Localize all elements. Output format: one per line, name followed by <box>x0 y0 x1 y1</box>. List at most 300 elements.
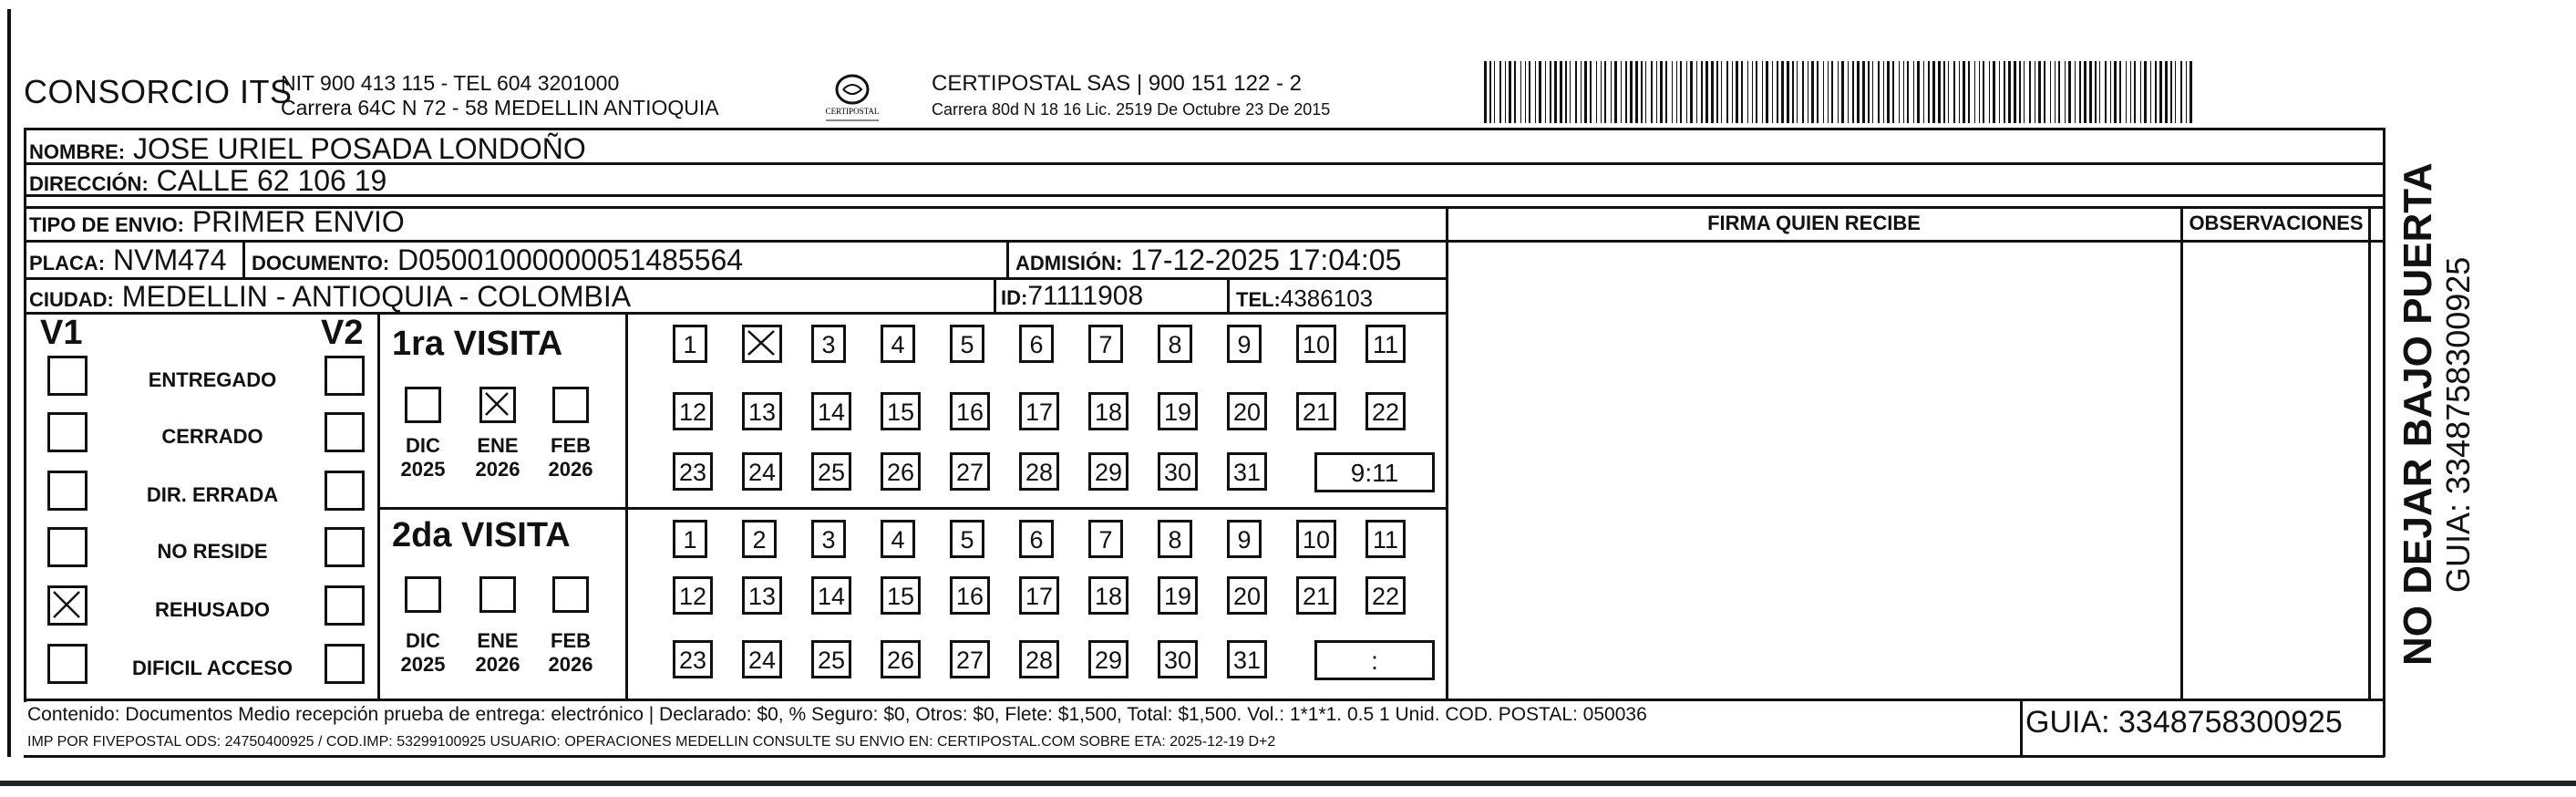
day-box[interactable]: 4 <box>881 325 915 363</box>
day-box[interactable]: 19 <box>1158 392 1198 430</box>
check-x-icon <box>745 327 779 360</box>
barcode-bar <box>2119 61 2121 123</box>
placa-field <box>29 244 227 279</box>
month-name: ENE <box>477 629 519 652</box>
barcode-bar <box>1781 61 1784 123</box>
v2-checkbox[interactable] <box>325 412 365 452</box>
barcode-bar <box>2114 61 2117 123</box>
barcode-bar <box>1887 61 1890 123</box>
left-border <box>7 9 11 757</box>
barcode-bar <box>1575 61 1577 123</box>
barcode-bar <box>1565 61 1567 123</box>
barcode-bar <box>1828 61 1829 123</box>
barcode-bar <box>2058 61 2060 123</box>
month-label <box>543 629 598 677</box>
grid-line <box>1227 277 1230 314</box>
v1-header: V1 <box>40 314 83 352</box>
barcode-bar <box>1823 61 1824 123</box>
barcode-bar <box>1787 61 1789 123</box>
barcode-bar <box>1514 61 1516 123</box>
barcode-bar <box>1848 61 1849 123</box>
barcode-bar <box>1989 61 1990 123</box>
status-label: NO RESIDE <box>157 540 268 563</box>
barcode-bar <box>1741 61 1743 123</box>
tipo-row <box>29 206 405 241</box>
day-box[interactable]: 12 <box>673 576 713 615</box>
time-box[interactable]: 9:11 <box>1314 452 1435 492</box>
barcode-bar <box>1520 61 1521 123</box>
v1-checkbox[interactable] <box>47 356 88 396</box>
day-box[interactable]: 11 <box>1365 520 1406 558</box>
month-checkbox[interactable] <box>552 576 589 613</box>
grid-line-right <box>2383 128 2385 757</box>
barcode-bar <box>1545 61 1546 123</box>
day-box[interactable]: 27 <box>950 452 990 491</box>
month-label <box>543 434 598 481</box>
barcode-bar <box>1928 61 1930 123</box>
v2-checkbox[interactable] <box>325 527 365 567</box>
barcode-bar <box>2075 61 2076 123</box>
visit1-title: 1ra VISITA <box>392 325 563 363</box>
tel-field <box>1236 283 1373 316</box>
barcode-bar <box>1943 61 1945 123</box>
barcode-bar <box>2126 61 2127 123</box>
barcode-bar <box>1993 61 1995 123</box>
v2-checkbox[interactable] <box>325 585 365 626</box>
time-box[interactable]: : <box>1314 640 1435 680</box>
day-box[interactable]: 25 <box>811 452 851 491</box>
day-box[interactable]: 23 <box>673 452 713 491</box>
barcode-bar <box>1868 61 1870 123</box>
barcode-bar <box>1903 61 1904 123</box>
month-name: DIC <box>406 629 440 652</box>
barcode-bar <box>2008 61 2011 123</box>
barcode-bar <box>1539 61 1541 123</box>
barcode-bar <box>2186 61 2187 123</box>
barcode-bar <box>1792 61 1794 123</box>
barcode <box>1484 61 2204 123</box>
barcode-bar <box>2079 61 2081 123</box>
month-year: 2026 <box>548 458 593 481</box>
day-box[interactable]: 10 <box>1296 520 1336 558</box>
barcode-bar <box>1932 61 1935 123</box>
day-box[interactable]: 14 <box>811 392 851 430</box>
id-field <box>1001 281 1143 314</box>
barcode-bar <box>1979 61 1980 123</box>
day-box[interactable]: 1 <box>673 325 707 363</box>
barcode-bar <box>1736 61 1738 123</box>
direccion-label: DIRECCIÓN: <box>29 172 149 195</box>
month-name: FEB <box>551 434 591 457</box>
month-checkbox[interactable] <box>405 387 441 423</box>
barcode-bar <box>2024 61 2025 123</box>
barcode-bar <box>1651 61 1653 123</box>
grid-line <box>242 240 245 278</box>
barcode-bar <box>1762 61 1763 123</box>
v1-checkbox[interactable] <box>47 471 88 511</box>
day-box[interactable]: 31 <box>1227 640 1267 678</box>
day-box[interactable]: 3 <box>811 325 846 363</box>
barcode-bar <box>2140 61 2141 123</box>
day-box[interactable]: 8 <box>1158 325 1192 363</box>
barcode-bar <box>1630 61 1633 123</box>
barcode-bar <box>1550 61 1551 123</box>
status-label: DIFICIL ACCESO <box>131 657 293 679</box>
documento-field <box>252 244 743 279</box>
barcode-bar <box>1596 61 1597 123</box>
barcode-bar <box>2165 61 2168 123</box>
month-checkbox[interactable] <box>479 576 516 613</box>
v1-checkbox[interactable] <box>47 412 88 452</box>
grid-line-top <box>24 128 2385 130</box>
day-box[interactable]: 2 <box>742 520 777 558</box>
day-box[interactable]: 1 <box>673 520 707 558</box>
ciudad-label: CIUDAD: <box>29 288 114 311</box>
firma-left-line <box>1446 206 1448 700</box>
day-box[interactable]: 15 <box>881 576 921 615</box>
day-box[interactable]: 24 <box>742 452 782 491</box>
month-checkbox[interactable] <box>479 387 516 423</box>
barcode-bar <box>1899 61 1900 123</box>
nombre-value: JOSE URIEL POSADA LONDOÑO <box>133 132 586 165</box>
admision-field <box>1015 244 1401 279</box>
barcode-bar <box>1625 61 1627 123</box>
barcode-bar <box>1705 61 1708 123</box>
barcode-bar <box>1983 61 1984 123</box>
barcode-bar <box>1581 61 1582 123</box>
barcode-bar <box>1711 61 1714 123</box>
barcode-bar <box>1999 61 2000 123</box>
day-box[interactable]: 21 <box>1296 576 1336 615</box>
tel-label: TEL: <box>1236 288 1281 311</box>
side-guia: GUIA: 3348758300925 <box>2439 256 2477 593</box>
barcode-bar <box>2084 61 2087 123</box>
day-box[interactable]: 19 <box>1158 576 1198 615</box>
barcode-bar <box>1802 61 1804 123</box>
day-box[interactable]: 10 <box>1296 325 1336 363</box>
barcode-bar <box>1938 61 1941 123</box>
barcode-bar <box>1721 61 1722 123</box>
barcode-bar <box>2019 61 2021 123</box>
barcode-bar <box>1811 61 1814 123</box>
barcode-bar <box>2055 61 2056 123</box>
barcode-bar <box>1797 61 1798 123</box>
month-label <box>396 434 450 481</box>
divider-status <box>377 312 380 700</box>
company-name: CONSORCIO ITS <box>24 73 293 110</box>
day-box[interactable]: 3 <box>811 520 846 558</box>
tipo-value: PRIMER ENVIO <box>191 205 405 238</box>
day-box[interactable]: 16 <box>950 576 990 615</box>
barcode-bar <box>1772 61 1773 123</box>
barcode-bar <box>1701 61 1703 123</box>
logo-text: CERTIPOSTAL <box>825 107 880 116</box>
day-box[interactable]: 21 <box>1296 392 1336 430</box>
status-label: ENTREGADO <box>148 368 277 391</box>
barcode-bar <box>1968 61 1970 123</box>
month-label <box>470 629 525 677</box>
day-box[interactable]: 13 <box>742 392 782 430</box>
day-box[interactable]: 13 <box>742 576 782 615</box>
barcode-bar <box>1917 61 1920 123</box>
barcode-bar <box>1505 61 1506 123</box>
barcode-bar <box>2180 61 2182 123</box>
barcode-bar <box>1680 61 1682 123</box>
check-x-icon <box>50 588 85 623</box>
direccion-value: CALLE 62 106 19 <box>156 164 387 197</box>
status-label: CERRADO <box>161 425 263 448</box>
barcode-bar <box>1752 61 1753 123</box>
tipo-label: TIPO DE ENVIO: <box>29 213 184 236</box>
barcode-bar <box>1913 61 1914 123</box>
barcode-bar <box>1959 61 1960 123</box>
day-box[interactable]: 25 <box>811 640 851 678</box>
day-box[interactable]: 15 <box>881 392 921 430</box>
nombre-row <box>29 133 586 168</box>
barcode-bar <box>2190 61 2192 123</box>
day-box[interactable]: 6 <box>1019 325 1054 363</box>
day-box[interactable]: 8 <box>1158 520 1192 558</box>
barcode-bar <box>1716 61 1718 123</box>
barcode-bar <box>1883 61 1884 123</box>
observaciones-header: OBSERVACIONES <box>2189 212 2364 234</box>
barcode-bar <box>2150 61 2151 123</box>
barcode-bar <box>2134 61 2136 123</box>
barcode-bar <box>1621 61 1622 123</box>
day-box[interactable]: 7 <box>1088 520 1123 558</box>
day-box[interactable]: 22 <box>1365 392 1406 430</box>
barcode-bar <box>1686 61 1687 123</box>
barcode-bar <box>1484 61 1487 123</box>
month-year: 2026 <box>548 653 593 676</box>
placa-label: PLACA: <box>29 252 106 274</box>
barcode-bar <box>2095 61 2097 123</box>
day-box[interactable]: 29 <box>1088 452 1128 491</box>
day-box[interactable]: 26 <box>881 640 921 678</box>
ciudad-field <box>29 281 631 316</box>
status-label: DIR. ERRADA <box>146 483 279 506</box>
bottom-edge <box>0 781 2576 786</box>
visit2-title: 2da VISITA <box>392 516 571 554</box>
barcode-bar <box>2029 61 2031 123</box>
v1-checkbox[interactable] <box>47 644 88 684</box>
barcode-bar <box>1777 61 1778 123</box>
day-box[interactable]: 28 <box>1019 452 1059 491</box>
month-checkbox[interactable] <box>405 576 441 613</box>
barcode-bar <box>1645 61 1646 123</box>
placa-value: NVM474 <box>113 243 227 276</box>
barcode-bar <box>2089 61 2092 123</box>
barcode-bar <box>1690 61 1693 123</box>
barcode-bar <box>1892 61 1894 123</box>
grid-line <box>994 277 996 314</box>
barcode-bar <box>1696 61 1697 123</box>
barcode-bar <box>1554 61 1557 123</box>
barcode-bar <box>1560 61 1562 123</box>
day-box[interactable]: 14 <box>811 576 851 615</box>
courier-address: Carrera 80d N 18 16 Lic. 2519 De Octubre 23 De 2015 <box>932 100 1331 119</box>
day-box[interactable]: 16 <box>950 392 990 430</box>
v1-checkbox[interactable] <box>47 527 88 567</box>
barcode-bar <box>2105 61 2107 123</box>
barcode-bar <box>1766 61 1768 123</box>
guia-box-line <box>2020 699 2023 757</box>
barcode-bar <box>2044 61 2045 123</box>
tel-value: 4386103 <box>1280 285 1374 312</box>
barcode-bar <box>2068 61 2071 123</box>
documento-value: D05001000000051485564 <box>397 243 744 276</box>
barcode-bar <box>2175 61 2176 123</box>
day-box[interactable]: 18 <box>1088 576 1128 615</box>
day-box[interactable]: 22 <box>1365 576 1406 615</box>
barcode-bar <box>1817 61 1819 123</box>
month-year: 2026 <box>475 458 520 481</box>
barcode-bar <box>1635 61 1638 123</box>
barcode-bar <box>1841 61 1844 123</box>
nombre-label: NOMBRE: <box>29 140 126 163</box>
day-box[interactable]: 29 <box>1088 640 1128 678</box>
barcode-bar <box>1831 61 1833 123</box>
v2-checkbox[interactable] <box>325 471 365 511</box>
month-year: 2026 <box>475 653 520 676</box>
day-box[interactable]: 7 <box>1088 325 1123 363</box>
barcode-bar <box>1878 61 1880 123</box>
divider-visits <box>377 507 1448 510</box>
direccion-row <box>29 165 386 200</box>
month-name: ENE <box>477 434 519 457</box>
footer-content: Contenido: Documentos Medio recepción prueba de entrega: electrónico | Declarado: $0, % Seguro: $0, Otros: $0, Flete: $1,500, Total: $1,500. Vol.: 1*1*1. 0.5 1 Unid. COD. POSTAL: 050036 <box>27 704 1647 725</box>
obs-right-line <box>2368 206 2371 700</box>
company-nit: NIT 900 413 115 - TEL 604 3201000 <box>281 71 620 95</box>
barcode-bar <box>1641 61 1643 123</box>
barcode-bar <box>2099 61 2100 123</box>
barcode-bar <box>1529 61 1530 123</box>
barcode-bar <box>1923 61 1924 123</box>
barcode-bar <box>1852 61 1854 123</box>
month-label <box>396 629 450 677</box>
day-box[interactable]: 5 <box>950 520 984 558</box>
day-box[interactable]: 30 <box>1158 452 1198 491</box>
month-year: 2025 <box>400 653 446 676</box>
day-box[interactable]: 12 <box>673 392 713 430</box>
grid-line-left <box>24 128 26 702</box>
certipostal-logo <box>813 71 891 126</box>
barcode-bar <box>1570 61 1571 123</box>
day-box[interactable] <box>742 325 782 363</box>
barcode-bar <box>1489 61 1491 123</box>
barcode-bar <box>1974 61 1975 123</box>
barcode-bar <box>1509 61 1511 123</box>
barcode-bar <box>1584 61 1587 123</box>
barcode-bar <box>1857 61 1860 123</box>
barcode-bar <box>1535 61 1536 123</box>
day-box[interactable]: 17 <box>1019 392 1059 430</box>
barcode-bar <box>1656 61 1657 123</box>
day-box[interactable]: 18 <box>1088 392 1128 430</box>
barcode-bar <box>1499 61 1501 123</box>
day-box[interactable]: 28 <box>1019 640 1059 678</box>
grid-line <box>1006 240 1009 278</box>
day-box[interactable]: 31 <box>1227 452 1267 491</box>
month-year: 2025 <box>400 458 446 481</box>
barcode-bar <box>1747 61 1748 123</box>
ciudad-value: MEDELLIN - ANTIOQUIA - COLOMBIA <box>121 280 632 313</box>
month-label <box>470 434 525 481</box>
status-label: REHUSADO <box>155 598 270 621</box>
barcode-bar <box>1611 61 1612 123</box>
barcode-bar <box>1963 61 1965 123</box>
obs-left-line <box>2180 206 2183 700</box>
courier-nit: CERTIPOSTAL SAS | 900 151 122 - 2 <box>932 71 1302 96</box>
v2-header: V2 <box>321 314 364 352</box>
barcode-bar <box>1726 61 1728 123</box>
month-checkbox[interactable] <box>552 387 589 423</box>
barcode-bar <box>2155 61 2157 123</box>
barcode-bar <box>1665 61 1667 123</box>
grid-line-bottom <box>24 755 2385 758</box>
barcode-bar <box>1732 61 1733 123</box>
footer-print-info: IMP POR FIVEPOSTAL ODS: 24750400925 / COD.IMP: 53299100925 USUARIO: OPERACIONES MEDELLIN CONSULTE SU ENVIO EN: CERTIPOSTAL.COM SOBRE ETA: 2025-12-19 D+2 <box>27 734 1276 750</box>
v1-checkbox[interactable] <box>47 585 88 626</box>
barcode-bar <box>1838 61 1839 123</box>
check-x-icon <box>482 389 513 420</box>
company-address: Carrera 64C N 72 - 58 MEDELLIN ANTIOQUIA <box>281 96 719 119</box>
day-box[interactable]: 9 <box>1227 325 1262 363</box>
day-box[interactable]: 27 <box>950 640 990 678</box>
day-box[interactable]: 5 <box>950 325 984 363</box>
day-box[interactable]: 23 <box>673 640 713 678</box>
day-box[interactable]: 30 <box>1158 640 1198 678</box>
documento-label: DOCUMENTO: <box>252 252 390 274</box>
day-box[interactable]: 20 <box>1227 392 1267 430</box>
day-box[interactable]: 9 <box>1227 520 1262 558</box>
barcode-bar <box>1494 61 1495 123</box>
footer-guia: GUIA: 3348758300925 <box>2025 705 2343 740</box>
barcode-bar <box>1525 61 1526 123</box>
v2-checkbox[interactable] <box>325 356 365 396</box>
barcode-bar <box>1862 61 1865 123</box>
barcode-bar <box>1953 61 1955 123</box>
barcode-bar <box>1660 61 1663 123</box>
barcode-bar <box>2014 61 2016 123</box>
barcode-bar <box>1756 61 1757 123</box>
barcode-bar <box>1604 61 1606 123</box>
v2-checkbox[interactable] <box>325 644 365 684</box>
day-box[interactable]: 20 <box>1227 576 1267 615</box>
admision-value: 17-12-2025 17:04:05 <box>1130 243 1402 276</box>
barcode-bar <box>2170 61 2172 123</box>
day-box[interactable]: 11 <box>1365 325 1406 363</box>
courier-info <box>932 71 1330 122</box>
day-box[interactable]: 17 <box>1019 576 1059 615</box>
barcode-bar <box>2159 61 2162 123</box>
day-box[interactable]: 6 <box>1019 520 1054 558</box>
barcode-bar <box>2050 61 2051 123</box>
day-box[interactable]: 26 <box>881 452 921 491</box>
id-value: 71111908 <box>1027 281 1144 311</box>
barcode-bar <box>2038 61 2041 123</box>
barcode-bar <box>1590 61 1592 123</box>
barcode-bar <box>2004 61 2005 123</box>
company-info <box>281 71 719 120</box>
barcode-bar <box>1907 61 1909 123</box>
barcode-bar <box>2110 61 2111 123</box>
barcode-bar <box>1601 61 1602 123</box>
month-name: FEB <box>551 629 591 652</box>
month-name: DIC <box>406 434 440 457</box>
day-box[interactable]: 4 <box>881 520 915 558</box>
day-box[interactable]: 24 <box>742 640 782 678</box>
